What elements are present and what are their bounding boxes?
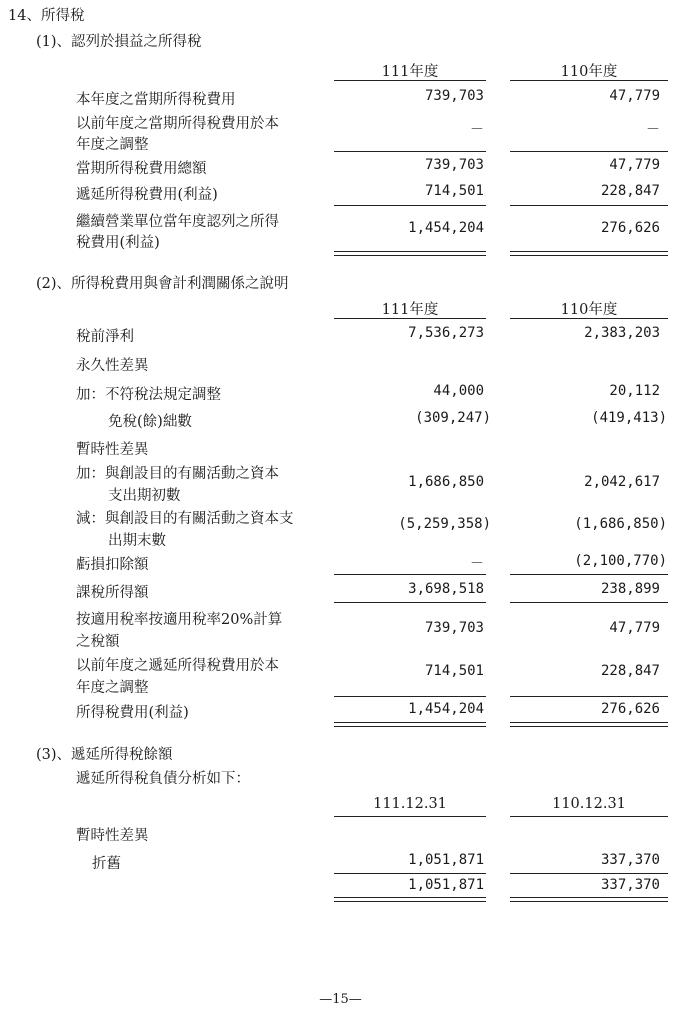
s1-row-label-cont: 稅費用(利益) bbox=[76, 235, 160, 251]
s2-rule-1 bbox=[334, 602, 486, 603]
s1-row-label: 遞延所得稅費用(利益) bbox=[76, 187, 218, 203]
s3-row-label: 折舊 bbox=[92, 856, 121, 872]
s1-row-value-110: 47,779 bbox=[609, 88, 660, 104]
s2-row-value-111: 1,454,204 bbox=[408, 701, 484, 717]
s2-row-value-110: 238,899 bbox=[600, 581, 660, 597]
s3-row-value-2022: 1,051,871 bbox=[408, 852, 484, 868]
s3-double-rule-1 bbox=[334, 897, 486, 902]
s3-header-rule-1 bbox=[334, 816, 486, 817]
s2-row-value-110: 20,112 bbox=[609, 383, 660, 399]
s3-total-value-2022: 1,051,871 bbox=[408, 877, 484, 893]
s1-row-value-111: 739,703 bbox=[424, 88, 484, 104]
s2-double-rule-2 bbox=[510, 722, 668, 727]
s1-subtotal-rule-2 bbox=[510, 151, 668, 152]
s3-total-rule-2 bbox=[510, 873, 668, 874]
s2-rule-2 bbox=[510, 602, 668, 603]
s1-row-value-111: 714,501 bbox=[424, 183, 484, 199]
s1-row-label: 當期所得稅費用總額 bbox=[76, 161, 207, 177]
s1-row-value-111: 739,703 bbox=[424, 157, 484, 173]
s2-row-label: 課稅所得額 bbox=[76, 585, 149, 601]
s1-header-rule-2 bbox=[510, 80, 668, 81]
s1-row-label: 本年度之當期所得稅費用 bbox=[76, 92, 236, 108]
s2-row-label-cont: 出期末數 bbox=[108, 533, 166, 549]
s2-total-rule-2 bbox=[510, 696, 668, 697]
s2-subtotal-rule-1 bbox=[334, 574, 486, 575]
s2-row-value-111: 739,703 bbox=[424, 620, 484, 636]
s1-total-rule-1 bbox=[334, 205, 486, 206]
s3-header-rule-2 bbox=[510, 816, 668, 817]
s1-double-rule-1 bbox=[334, 251, 486, 256]
s1-row-value-111: 1,454,204 bbox=[408, 220, 484, 236]
s2-row-value-110: 228,847 bbox=[600, 663, 660, 679]
s2-header-rule-1 bbox=[334, 318, 486, 319]
s1-row-value-110: 228,847 bbox=[600, 183, 660, 199]
s2-row-value-111: 7,536,273 bbox=[408, 325, 484, 341]
s2-row-value-110: (2,100,770) bbox=[574, 553, 667, 569]
s2-row-label: 免稅(餘)絀數 bbox=[108, 414, 192, 430]
s2-subtotal-rule-2 bbox=[510, 574, 668, 575]
s2-row-value-110: 2,383,203 bbox=[584, 325, 660, 341]
s2-col-header-111: 111年度 bbox=[381, 302, 439, 318]
s1-row-label: 以前年度之當期所得稅費用於本 bbox=[76, 116, 279, 132]
s2-row-value-111: 714,501 bbox=[424, 663, 484, 679]
s2-row-value-111: (309,247) bbox=[415, 410, 491, 426]
s3-col-header-2022: 111.12.31 bbox=[373, 796, 447, 812]
s2-heading: (2)、所得稅費用與會計利潤關係之說明 bbox=[36, 276, 289, 292]
s2-row-value-111: 1,686,850 bbox=[408, 474, 484, 490]
s3-total-rule-1 bbox=[334, 873, 486, 874]
s2-row-label: 加：不符稅法規定調整 bbox=[76, 387, 221, 403]
s2-row-value-111: 3,698,518 bbox=[408, 581, 484, 597]
s2-total-rule-1 bbox=[334, 696, 486, 697]
s1-total-rule-2 bbox=[510, 205, 668, 206]
s1-subtotal-rule-1 bbox=[334, 151, 486, 152]
s2-row-label-cont: 支出期初數 bbox=[108, 488, 181, 504]
s2-col-header-110: 110年度 bbox=[560, 302, 618, 318]
section-title: 14、所得稅 bbox=[8, 8, 85, 24]
s2-row-value-110: (419,413) bbox=[591, 410, 667, 426]
s2-row-label: 虧損扣除額 bbox=[76, 557, 149, 573]
s3-row-value-2021: 337,370 bbox=[600, 852, 660, 868]
s2-header-rule-2 bbox=[510, 318, 668, 319]
s3-total-value-2021: 337,370 bbox=[600, 877, 660, 893]
s1-row-value-110: 276,626 bbox=[600, 220, 660, 236]
s1-header-rule-1 bbox=[334, 80, 486, 81]
s1-row-label-cont: 年度之調整 bbox=[76, 137, 149, 153]
s2-row-label: 稅前淨利 bbox=[76, 329, 134, 345]
s2-row-label: 以前年度之遞延所得稅費用於本 bbox=[76, 658, 279, 674]
s2-row-value-110: (1,686,850) bbox=[574, 516, 667, 532]
s2-double-rule-1 bbox=[334, 722, 486, 727]
s2-row-value-110: 47,779 bbox=[609, 620, 660, 636]
s2-row-value-110: 2,042,617 bbox=[584, 474, 660, 490]
page-number: —15— bbox=[319, 992, 362, 1007]
s1-row-label: 繼續營業單位當年度認列之所得 bbox=[76, 214, 279, 230]
s2-row-value-111: － bbox=[470, 556, 484, 572]
s2-row-label: 加：與創設目的有關活動之資本 bbox=[76, 466, 279, 482]
s2-row-label: 所得稅費用(利益) bbox=[76, 705, 189, 721]
s1-col-header-110: 110年度 bbox=[560, 64, 618, 80]
s1-heading: (1)、認列於損益之所得稅 bbox=[36, 34, 202, 50]
s3-col-header-2021: 110.12.31 bbox=[552, 796, 626, 812]
s1-row-value-110: 47,779 bbox=[609, 157, 660, 173]
s3-subheading: 遞延所得稅負債分析如下： bbox=[76, 771, 250, 787]
s2-row-label: 永久性差異 bbox=[76, 358, 149, 374]
s1-double-rule-2 bbox=[510, 251, 668, 256]
s2-row-value-110: 276,626 bbox=[600, 701, 660, 717]
s2-row-value-111: 44,000 bbox=[433, 383, 484, 399]
s2-row-value-111: (5,259,358) bbox=[398, 516, 491, 532]
s2-row-label: 按適用稅率按適用稅率20%計算 bbox=[76, 612, 283, 628]
s2-row-label-cont: 年度之調整 bbox=[76, 680, 149, 696]
s1-col-header-111: 111年度 bbox=[381, 64, 439, 80]
s3-double-rule-2 bbox=[510, 897, 668, 902]
s3-row-label: 暫時性差異 bbox=[76, 828, 149, 844]
s2-row-label: 暫時性差異 bbox=[76, 442, 149, 458]
s2-row-label-cont: 之稅額 bbox=[76, 634, 120, 650]
s3-heading: (3)、遞延所得稅餘額 bbox=[36, 747, 173, 763]
s2-row-label: 減：與創設目的有關活動之資本支 bbox=[76, 511, 294, 527]
s1-row-value-110: － bbox=[646, 122, 660, 138]
s1-row-value-111: － bbox=[470, 122, 484, 138]
